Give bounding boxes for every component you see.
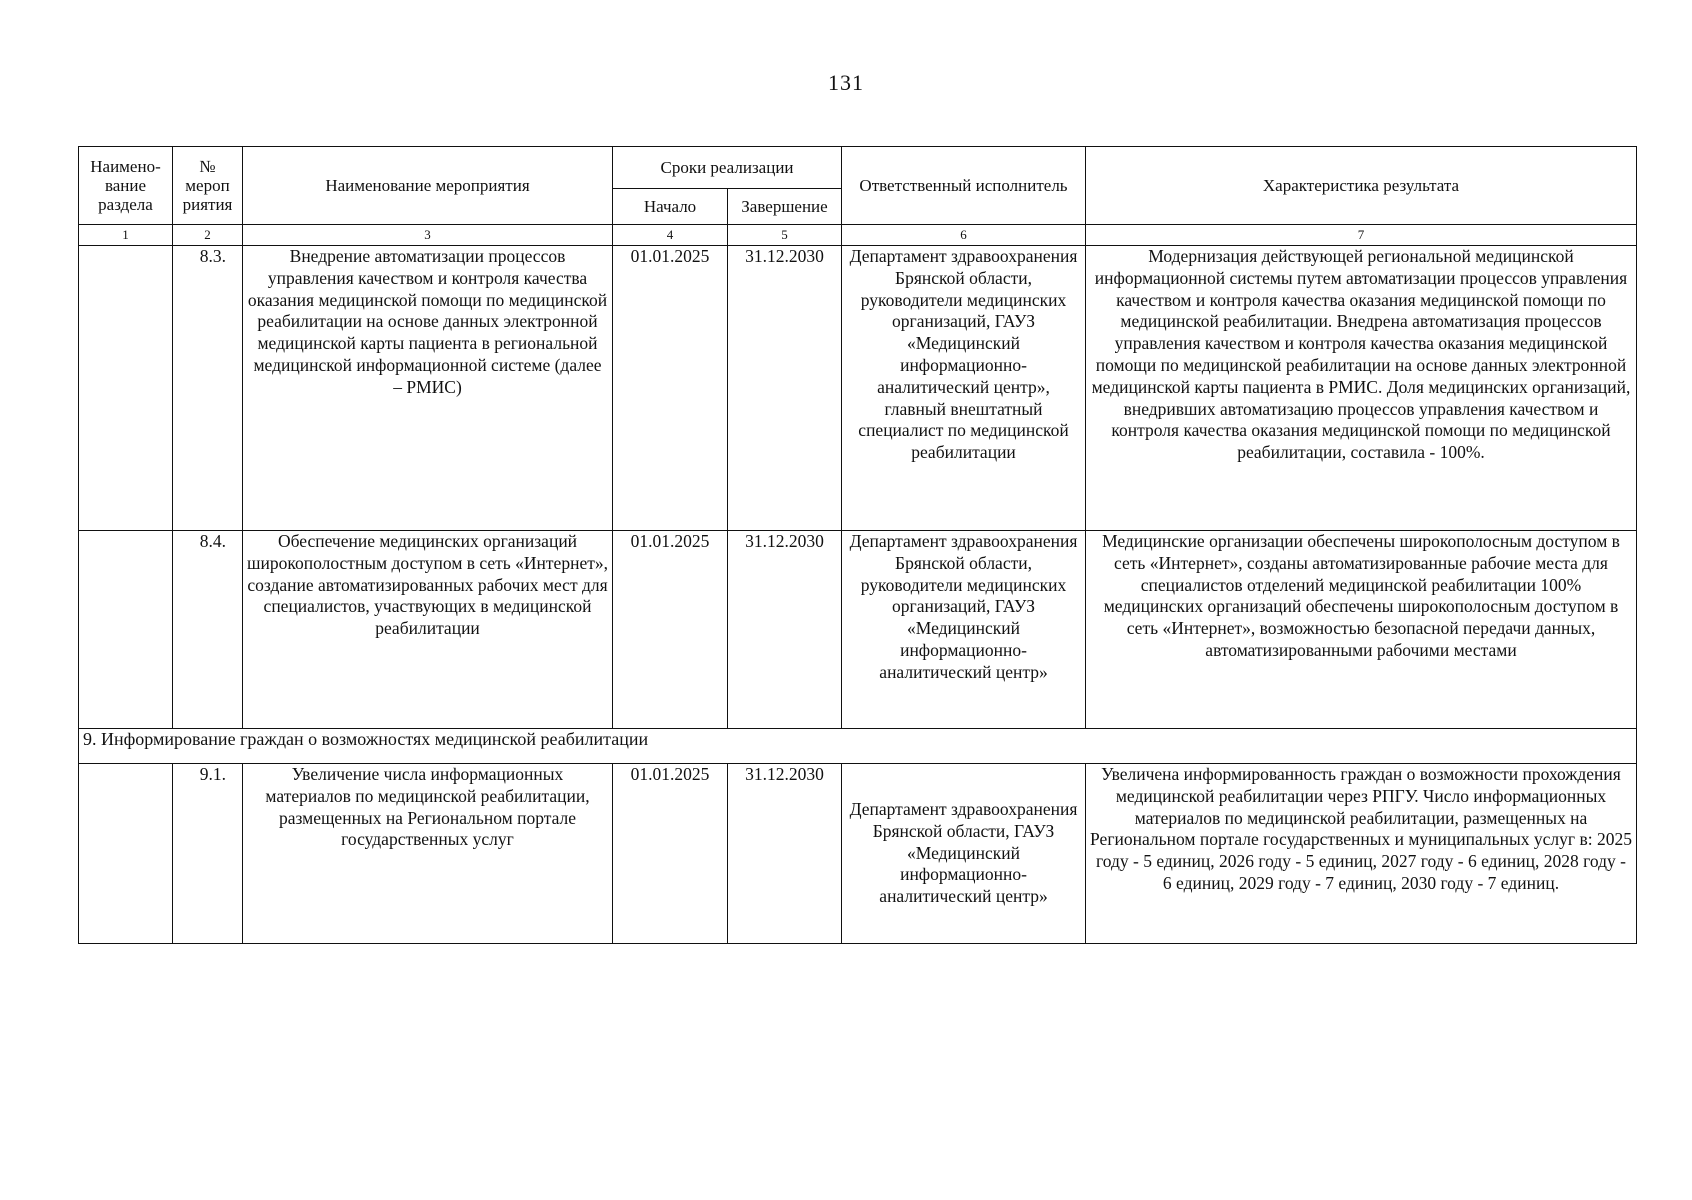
row-event-name: Увеличение числа информационных материалов по медицинской реабилитации, размещенных на Региональном портале государственных услуг [243, 764, 613, 944]
row-number: 8.4. [173, 531, 243, 729]
row-event-name: Обеспечение медицинских организаций широкополостным доступом в сеть «Интернет», создание автоматизированных рабочих мест для специалистов, участвующих в медицинской реабилитации [243, 531, 613, 729]
header-section-name-text: Наимено-вание раздела [90, 157, 161, 214]
row-responsible: Департамент здравоохранения Брянской области, руководители медицинских организаций, ГАУЗ «Медицинский информационно-аналитический центр» [842, 531, 1086, 729]
header-number [173, 147, 243, 225]
page-number: 131 [828, 70, 864, 95]
column-numbers-row [79, 225, 1637, 246]
section-heading: 9. Информирование граждан о возможностях медицинской реабилитации [79, 729, 1637, 764]
column-number: 7 [1086, 225, 1637, 246]
row-responsible: Департамент здравоохранения Брянской области, ГАУЗ «Медицинский информационно-аналитический центр» [842, 764, 1086, 944]
header-result [1086, 147, 1637, 225]
row-end-date: 31.12.2030 [728, 531, 842, 729]
header-terms-text: Сроки реализации [660, 158, 794, 177]
row-section [79, 246, 173, 531]
header-result-text: Характеристика результата [1262, 176, 1460, 195]
column-number: 6 [842, 225, 1086, 246]
header-event-name-text: Наименование мероприятия [325, 176, 530, 195]
row-result: Увеличена информированность граждан о возможности прохождения медицинской реабилитации через РПГУ. Число информационных материалов по медицинской реабилитации, размещенных на Региональном портале государственных и муниципальных услуг в: 2025 году - 5 единиц, 2026 году - 5 единиц, 2027 году - 6 единиц, 2028 году - 6 единиц, 2029 году - 7 единиц, 2030 году - 7 единиц. [1086, 764, 1637, 944]
table-row [79, 246, 1637, 531]
row-start-date: 01.01.2025 [613, 531, 728, 729]
row-start-date: 01.01.2025 [613, 246, 728, 531]
header-number-text: № мероп риятия [182, 157, 233, 214]
row-result: Модернизация действующей региональной медицинской информационной системы путем автоматизации процессов управления качеством и контроля качества оказания медицинской помощи по медицинской реабилитации. Внедрена автоматизация процессов управления качеством и контроля качества оказания медицинской помощи по медицинской реабилитации на основе данных электронной медицинской карты пациента в РМИС. Доля медицинских организаций, внедривших автоматизацию процессов управления качеством и контроля качества оказания медицинской помощи по медицинской реабилитации, составила - 100%. [1086, 246, 1637, 531]
row-start-date: 01.01.2025 [613, 764, 728, 944]
row-number: 8.3. [173, 246, 243, 531]
events-table [78, 146, 1637, 944]
header-responsible [842, 147, 1086, 225]
header-responsible-text: Ответственный исполнитель [859, 176, 1068, 195]
row-section [79, 531, 173, 729]
header-start [613, 189, 728, 225]
table-row [79, 764, 1637, 944]
column-number: 3 [243, 225, 613, 246]
row-responsible: Департамент здравоохранения Брянской области, руководители медицинских организаций, ГАУЗ «Медицинский информационно-аналитический центр», главный внештатный специалист по медицинской реабилитации [842, 246, 1086, 531]
row-end-date: 31.12.2030 [728, 764, 842, 944]
header-section-name [79, 147, 173, 225]
table-row [79, 531, 1637, 729]
header-end [728, 189, 842, 225]
column-number: 2 [173, 225, 243, 246]
row-number: 9.1. [173, 764, 243, 944]
row-end-date: 31.12.2030 [728, 246, 842, 531]
row-section [79, 764, 173, 944]
section-heading-row [79, 729, 1637, 764]
header-terms [613, 147, 842, 189]
row-result: Медицинские организации обеспечены широкополосным доступом в сеть «Интернет», созданы автоматизированные рабочие места для специалистов отделений медицинской реабилитации 100% медицинских организаций обеспечены широкополосным доступом в сеть «Интернет», возможностью безопасной передачи данных, автоматизированными рабочими местами [1086, 531, 1637, 729]
header-start-text: Начало [643, 197, 697, 216]
header-event-name [243, 147, 613, 225]
header-end-text: Завершение [741, 197, 828, 216]
row-event-name: Внедрение автоматизации процессов управления качеством и контроля качества оказания медицинской помощи по медицинской реабилитации на основе данных электронной медицинской карты пациента в региональной медицинской информационной системе (далее – РМИС) [243, 246, 613, 531]
column-number: 1 [79, 225, 173, 246]
column-number: 5 [728, 225, 842, 246]
column-number: 4 [613, 225, 728, 246]
